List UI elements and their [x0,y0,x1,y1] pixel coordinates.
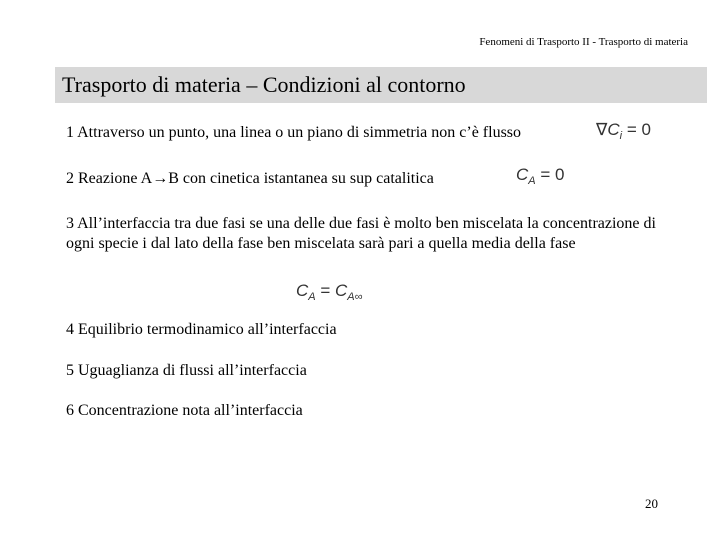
slide-title: Trasporto di materia – Condizioni al contorno [62,72,466,97]
item-4: 4 Equilibrio termodinamico all’interfaccia [66,321,337,338]
item-3: 3 All’interfaccia tra due fasi se una delle due fasi è molto ben miscelata la concentrazione di ogni specie i dal lato della fase ben miscelata sarà pari a quella media della fase [66,215,656,252]
item-1: 1 Attraverso un punto, una linea o un piano di simmetria non c’è flusso [66,124,522,141]
page-number: 20 [645,496,658,511]
header-note: Fenomeni di Trasporto II - Trasporto di materia [479,36,688,48]
equation-3: $C_A = C_{A\infty}$ [296,281,363,303]
item-6: 6 Concentrazione nota all’interfaccia [66,402,303,419]
equation-1: $\nabla C_i = 0$ [596,120,651,142]
title-bar [55,67,707,103]
equation-2: $C_A = 0$ [516,165,565,187]
item-2: 2 Reazione A→B con cinetica istantanea su sup catalitica [66,170,434,187]
item-5: 5 Uguaglianza di flussi all’interfaccia [66,362,307,379]
